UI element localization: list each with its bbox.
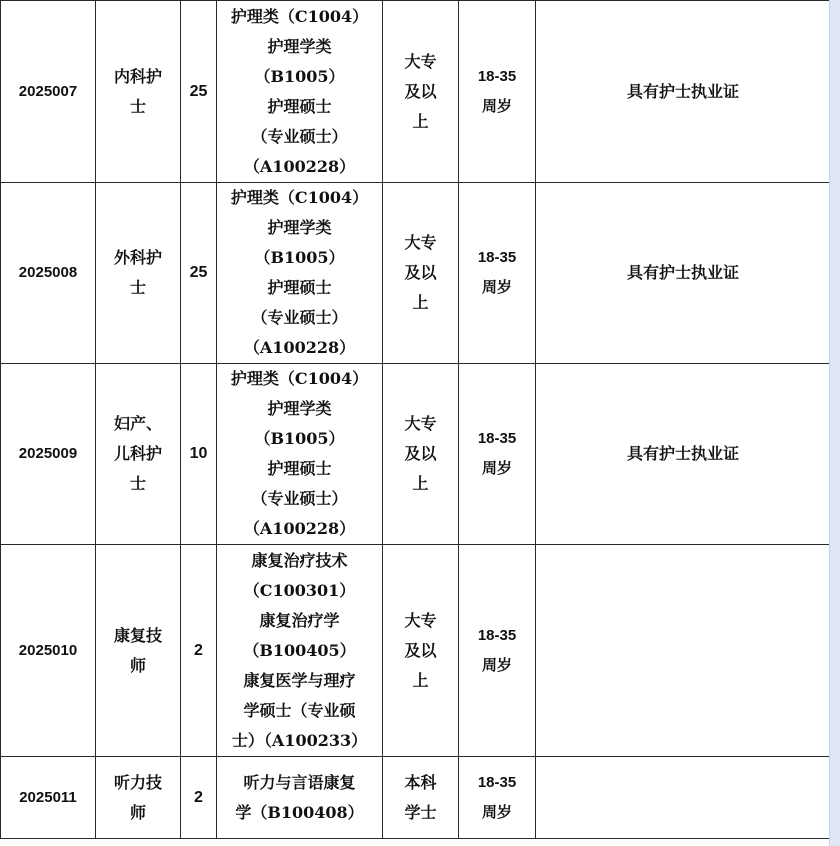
age-unit: 周岁 [481, 97, 512, 115]
position-name-cell [96, 183, 181, 364]
other-requirements-cell: 具有护士执业证 [536, 183, 831, 364]
table-row [1, 545, 831, 757]
position-name: 听力技师 [113, 772, 162, 822]
education-text: 大专及以上 [404, 51, 437, 131]
major-line: 护理硕士 [267, 96, 332, 116]
age-cell [459, 364, 536, 545]
headcount-cell: 2 [181, 545, 217, 757]
major-line: （B1005） [254, 429, 345, 448]
major-line: 学（B100408） [235, 802, 364, 822]
table-row [1, 757, 831, 839]
table-row [1, 1, 831, 183]
major-requirements-cell [217, 183, 383, 364]
major-line: 康复治疗技术 [251, 550, 348, 570]
position-code-cell: 2025007 [1, 1, 96, 183]
major-line: （专业硕士） [251, 126, 348, 146]
position-name-cell [96, 1, 181, 183]
age-range: 18-35 [477, 67, 517, 85]
major-line: 护理类（C1004） [230, 6, 369, 26]
age-unit: 周岁 [481, 656, 512, 674]
major-requirements-cell [217, 364, 383, 545]
major-line: 康复治疗学 [259, 610, 340, 630]
age-cell [459, 545, 536, 757]
major-line: 护理硕士 [267, 278, 332, 297]
age-range: 18-35 [477, 773, 517, 791]
position-name: 康复技师 [113, 625, 162, 675]
position-code-cell: 2025008 [1, 183, 96, 364]
table-body [1, 1, 831, 839]
major-line: 士）（A100233） [231, 730, 368, 750]
education-cell [383, 183, 459, 364]
position-name-cell [96, 757, 181, 839]
table-row [1, 364, 831, 545]
education-cell [383, 364, 459, 545]
age-unit: 周岁 [481, 279, 512, 296]
major-line: 护理学类 [267, 218, 332, 237]
other-requirements-cell: 具有护士执业证 [536, 1, 831, 183]
education-cell [383, 1, 459, 183]
viewer-edge [829, 0, 840, 846]
age-unit: 周岁 [481, 803, 512, 821]
major-line: （A100228） [243, 519, 356, 538]
age-range: 18-35 [477, 430, 517, 447]
major-requirements-cell [217, 1, 383, 183]
major-line: （B100405） [243, 640, 356, 660]
age-cell [459, 183, 536, 364]
headcount-cell: 2 [181, 757, 217, 839]
position-code-cell: 2025011 [1, 757, 96, 839]
position-name: 内科护士 [113, 66, 162, 116]
education-text: 大专及以上 [404, 414, 437, 493]
major-line: 护理学类 [267, 399, 332, 418]
table-row [1, 183, 831, 364]
education-cell [383, 545, 459, 757]
education-text: 本科学士 [404, 772, 437, 822]
major-line: 学硕士（专业硕 [243, 700, 356, 720]
headcount-cell: 10 [181, 364, 217, 545]
other-requirements-cell: 具有护士执业证 [536, 364, 831, 545]
major-requirements-cell [217, 545, 383, 757]
major-line: （专业硕士） [251, 489, 348, 508]
major-line: 康复医学与理疗 [243, 670, 356, 690]
major-line: （B1005） [254, 248, 345, 267]
age-range: 18-35 [477, 249, 517, 266]
major-line: 护理学类 [267, 36, 332, 56]
headcount-cell: 25 [181, 183, 217, 364]
position-code-cell: 2025010 [1, 545, 96, 757]
headcount-cell: 25 [181, 1, 217, 183]
major-line: 护理类（C1004） [230, 369, 369, 388]
position-code-cell: 2025009 [1, 364, 96, 545]
major-line: （专业硕士） [251, 308, 348, 327]
major-line: 听力与言语康复 [243, 772, 356, 792]
age-unit: 周岁 [481, 460, 512, 477]
age-cell [459, 757, 536, 839]
major-line: （B1005） [254, 66, 345, 86]
major-line: （A100228） [243, 338, 356, 357]
position-name: 妇产、儿科护士 [113, 414, 162, 493]
major-line: 护理硕士 [267, 459, 332, 478]
other-requirements-cell [536, 545, 831, 757]
major-line: （A100228） [243, 156, 356, 176]
education-text: 大专及以上 [404, 610, 437, 690]
position-name: 外科护士 [113, 248, 162, 297]
other-requirements-cell [536, 757, 831, 839]
education-text: 大专及以上 [404, 233, 437, 312]
position-name-cell [96, 364, 181, 545]
age-cell [459, 1, 536, 183]
age-range: 18-35 [477, 626, 517, 644]
major-line: （C100301） [243, 580, 356, 600]
education-cell [383, 757, 459, 839]
major-line: 护理类（C1004） [230, 188, 369, 207]
major-requirements-cell [217, 757, 383, 839]
position-name-cell [96, 545, 181, 757]
